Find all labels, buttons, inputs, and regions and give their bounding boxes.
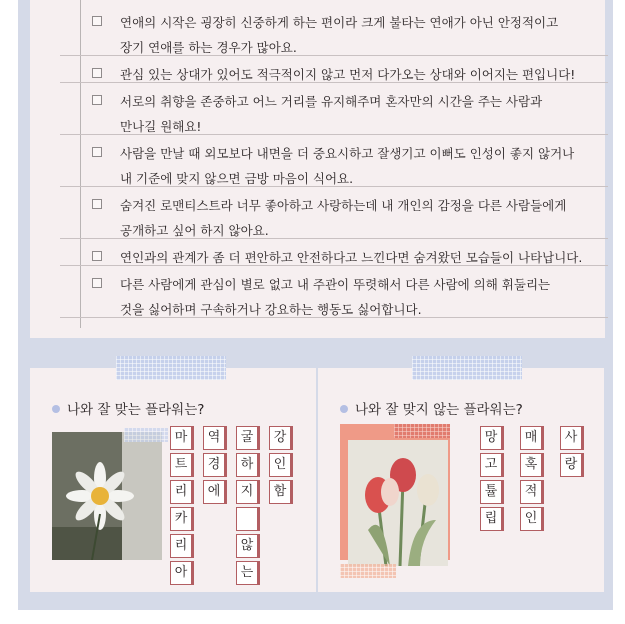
flower-label-cell: 아 [170, 561, 192, 585]
checklist-row [60, 83, 608, 135]
tulip-photo [348, 440, 448, 566]
checklist-row [60, 56, 608, 83]
checklist-text [120, 89, 620, 139]
checkbox[interactable] [92, 278, 102, 288]
mismatch-flower-card [318, 368, 604, 592]
flower-label-cell: 망 [480, 426, 502, 450]
checklist-line: 연인과의 관계가 좀 더 편안하고 안전하다고 느낀다면 숨겨왔던 모습들이 나타납니다. [120, 250, 583, 265]
flower-label-cell [236, 507, 258, 531]
flower-label-cell: 는 [236, 561, 258, 585]
checklist-line: 장기 연애를 하는 경우가 많아요. [120, 40, 297, 55]
flower-label-cell: 마 [170, 426, 192, 450]
flower-label-cell: 경 [203, 453, 225, 477]
flower-label-cell: 함 [269, 480, 291, 504]
checklist-line: 내 기준에 맞지 않으면 금방 마음이 식어요. [120, 171, 354, 186]
checklist-line: 숨겨진 로맨티스트라 너무 좋아하고 사랑하는데 내 개인의 감정을 다른 사람들에게 [120, 198, 567, 213]
checklist-row [60, 239, 608, 266]
checklist-text [120, 272, 620, 322]
checklist-line: 서로의 취향을 존중하고 어느 거리를 유지해주며 혼자만의 시간을 주는 사람과 [120, 94, 543, 109]
flower-label-cell: 립 [480, 507, 502, 531]
checkbox[interactable] [92, 95, 102, 105]
match-flower-card [30, 368, 316, 592]
daisy-icon [52, 432, 162, 560]
checkbox[interactable] [92, 251, 102, 261]
checklist-row [60, 266, 608, 318]
flower-label-column [203, 426, 225, 507]
flower-label-cell: 매 [520, 426, 542, 450]
washi-tape [340, 564, 396, 578]
flower-label-cell: 인 [269, 453, 291, 477]
flower-label-column [560, 426, 582, 480]
flower-label-column [520, 426, 542, 534]
flower-label-cell: 강 [269, 426, 291, 450]
checklist-note [30, 0, 605, 338]
flower-label-cell: 하 [236, 453, 258, 477]
washi-tape-left [116, 356, 226, 380]
washi-tape [394, 424, 450, 438]
flower-label-column [269, 426, 291, 507]
checkbox[interactable] [92, 16, 102, 26]
checklist-text [120, 10, 620, 60]
checklist-row [60, 135, 608, 187]
flower-label-column [236, 426, 258, 588]
flower-label-cell: 고 [480, 453, 502, 477]
mismatch-flower-title: 나와 잘 맞지 않는 플라워는? [340, 398, 523, 418]
flower-label-cell: 않 [236, 534, 258, 558]
washi-tape [124, 428, 168, 442]
flower-label-cell: 인 [520, 507, 542, 531]
flower-label-cell: 적 [520, 480, 542, 504]
checklist-line: 연애의 시작은 굉장히 신중하게 하는 편이라 크게 불타는 연애가 아닌 안정적이고 [120, 15, 559, 30]
checklist-text [120, 141, 620, 191]
checklist-line: 관심 있는 상대가 있어도 적극적이지 않고 먼저 다가오는 상대와 이어지는 편입니다! [120, 67, 576, 82]
bullet-dot-icon [340, 405, 348, 413]
flower-label-cell: 카 [170, 507, 192, 531]
flower-label-cell: 사 [560, 426, 582, 450]
match-flower-title: 나와 잘 맞는 플라워는? [52, 398, 204, 418]
flower-label-column [480, 426, 502, 534]
checklist-line: 사람을 만날 때 외모보다 내면을 더 중요시하고 잘생기고 이뻐도 인성이 좋지 않거나 [120, 146, 575, 161]
flower-label-column [170, 426, 192, 588]
checkbox[interactable] [92, 147, 102, 157]
bullet-dot-icon [52, 405, 60, 413]
flower-label-cell: 리 [170, 480, 192, 504]
daisy-photo [52, 432, 162, 560]
flower-label-cell: 튤 [480, 480, 502, 504]
checkbox[interactable] [92, 68, 102, 78]
checklist-line: 공개하고 싶어 하지 않아요. [120, 223, 269, 238]
checklist-row [60, 4, 608, 56]
flower-label-cell: 지 [236, 480, 258, 504]
checklist-line: 만나길 원해요! [120, 119, 202, 134]
tulip-icon [348, 440, 448, 566]
checklist-line: 것을 싫어하며 구속하거나 강요하는 행동도 싫어합니다. [120, 302, 422, 317]
flower-label-cell: 혹 [520, 453, 542, 477]
checklist-line: 다른 사람에게 관심이 별로 없고 내 주관이 뚜렷해서 다른 사람에 의해 휘둘리는 [120, 277, 551, 292]
flower-label-cell: 랑 [560, 453, 582, 477]
flower-label-cell: 리 [170, 534, 192, 558]
flower-label-cell: 트 [170, 453, 192, 477]
washi-tape-right [412, 356, 522, 380]
checkbox[interactable] [92, 199, 102, 209]
checklist-text [120, 193, 620, 243]
flower-label-cell: 에 [203, 480, 225, 504]
flower-label-cell: 역 [203, 426, 225, 450]
flower-label-cell: 굴 [236, 426, 258, 450]
checklist-row [60, 187, 608, 239]
